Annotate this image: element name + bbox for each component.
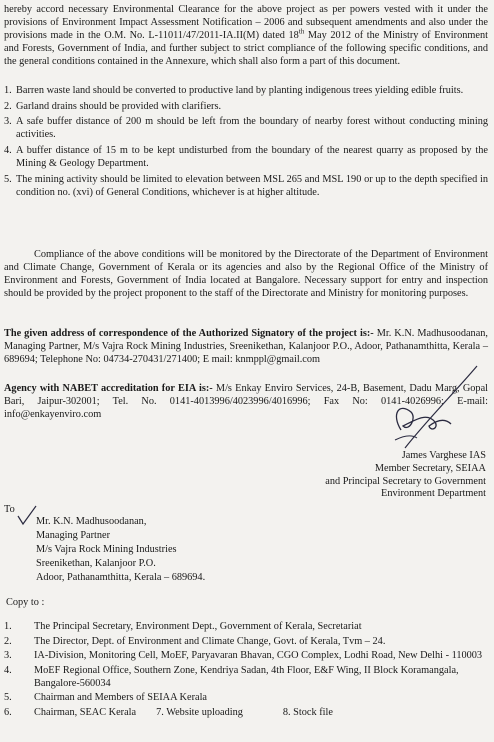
copy-item <box>4 620 490 633</box>
addressee-name: Mr. K.N. Madhusoodanan, <box>36 516 147 527</box>
compliance-paragraph: Compliance of the above conditions will be monitored by the Directorate of the Department of Environment and Climate Change, Government of Kerala or its agencies and also by the Regional Office of the Ministry of Environment and Forests, Government of India located at Bangalore. Necessary support for entry and inspection should be provided by the project proponent to the staff of the Directorate and Ministry for monitoring purposes. <box>4 249 488 300</box>
signatory-block <box>300 450 486 501</box>
address-paragraph <box>4 327 488 366</box>
agency-text: M/s Enkay Enviro Services, 24-B, Basement, Dadu Marg, Gopal Bari, Jaipur-302001; Tel. No. 0141-4013996/4023996/4016996; Fax No: 0141-4026996; E-mail: info@enkayenviro.com <box>4 383 489 421</box>
copy-number: 1. <box>4 621 12 632</box>
copy-item <box>4 635 490 648</box>
copy-text: IA-Division, Monitoring Cell, MoEF, Paryavaran Bhavan, CGO Complex, Lodhi Road, New Delhi - 110003 <box>34 650 483 661</box>
agency-label: Agency with NABET accreditation for EIA is:- <box>4 383 213 394</box>
addressee-line: Adoor, Pathanamthitta, Kerala – 689694. <box>36 572 206 583</box>
copy-to-label: Copy to : <box>6 597 45 608</box>
address-text: Mr. K.N. Madhusoodanan, Managing Partner, M/s Vajra Rock Mining Industries, Sreenikethan, Kalanjoor P.O., Adoor, Pathanamthitta, Kerala – 689694; Telephone No: 04734-270431/271400; E mail: knmppl@gmail.com <box>4 328 488 366</box>
copy-item <box>4 706 490 719</box>
copy-number: 4. <box>4 664 12 676</box>
address-label: The given address of correspondence of the Authorized Signatory of the project is:- <box>4 328 374 339</box>
copy-number: 2. <box>4 635 12 647</box>
condition-text: The mining activity should be limited to elevation between MSL 265 and MSL 190 or up to the depth specified in condition no. (xvi) of General Conditions, whichever is at higher altitude. <box>16 173 488 198</box>
addressee-line: M/s Vajra Rock Mining Industries <box>36 544 177 555</box>
copy-item <box>4 649 490 662</box>
condition-number: 3. <box>4 116 12 128</box>
copy-number: 5. <box>4 692 12 703</box>
signature-mark <box>365 362 485 462</box>
copy-number: 3. <box>4 650 12 661</box>
copy-text: MoEF Regional Office, Southern Zone, Kendriya Sadan, 4th Floor, E&F Wing, II Block Koramangala, Bangalore-560034 <box>34 664 459 689</box>
condition-item <box>4 100 488 113</box>
copy-text: Chairman, SEAC Kerala <box>34 706 137 718</box>
signatory-designation: Member Secretary, SEIAA <box>374 462 486 474</box>
copy-number: 6. <box>4 706 12 718</box>
intro-text: hereby accord necessary Environmental Clearance for the above project as per powers vested with it under the provisions of Environment Impact Assessment Notification – 2006 and subsequent amendments and also under the provisions made in the O.M. No. L-11011/47/2011-IA.II(M) dated 18 <box>4 4 488 42</box>
signatory-name: James Varghese IAS <box>401 450 486 461</box>
condition-number: 4. <box>4 144 12 156</box>
copy-text-stock-file: 8. Stock file <box>282 706 333 718</box>
condition-number: 5. <box>4 173 12 185</box>
signatory-designation-2: and Principal Secretary to Government <box>325 475 486 487</box>
condition-text: Barren waste land should be converted to productive land by planting indigenous trees yielding edible fruits. <box>16 85 464 96</box>
copy-text: The Principal Secretary, Environment Dept., Government of Kerala, Secretariat <box>34 621 362 632</box>
condition-item <box>4 144 488 170</box>
copy-text-website: 7. Website uploading <box>156 706 243 718</box>
to-label: To <box>4 504 15 515</box>
intro-superscript: th <box>298 27 305 36</box>
intro-paragraph <box>4 3 488 68</box>
condition-item <box>4 115 488 141</box>
copy-item <box>4 664 490 690</box>
tick-mark-icon <box>16 504 38 526</box>
signatory-department: Environment Department <box>381 488 486 500</box>
condition-item <box>4 84 488 97</box>
condition-text: A buffer distance of 15 m to be kept undisturbed from the boundary of the nearest quarry as proposed by the Mining & Geology Department. <box>16 144 488 169</box>
condition-text: A safe buffer distance of 200 m should be left from the boundary of nearby forest without conducting mining activities. <box>16 116 488 141</box>
intro-text-after: May 2012 of the Ministry of Environment and Forests, Government of India, and further subject to strict compliance of the following specific conditions, and the general conditions contained in the Annexure, which shall also form a part of this document. <box>4 30 488 68</box>
condition-number: 2. <box>4 100 12 112</box>
conditions-list <box>4 84 488 201</box>
addressee-block <box>36 515 205 585</box>
copy-text: The Director, Dept. of Environment and Climate Change, Govt. of Kerala, Tvm – 24. <box>34 635 386 647</box>
copy-item <box>4 691 490 704</box>
addressee-line: Managing Partner <box>36 530 111 541</box>
condition-item <box>4 173 488 199</box>
copy-text: Chairman and Members of SEIAA Kerala <box>34 692 207 703</box>
addressee-line: Sreenikethan, Kalanjoor P.O. <box>36 558 156 569</box>
copy-to-list <box>4 620 490 720</box>
condition-text: Garland drains should be provided with clarifiers. <box>16 100 222 112</box>
condition-number: 1. <box>4 85 12 96</box>
